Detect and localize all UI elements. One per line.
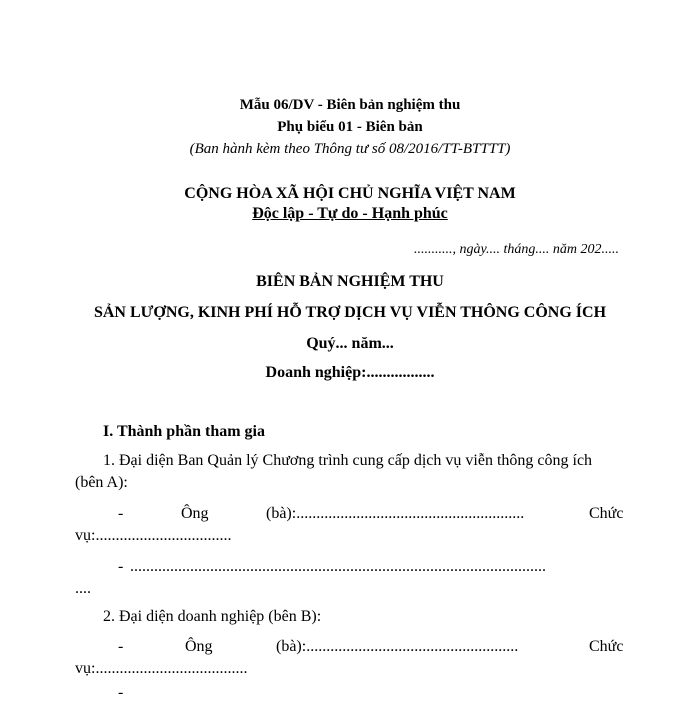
rep-b-chuc: Chức <box>589 638 624 655</box>
national-title: CỘNG HÒA XÃ HỘI CHỦ NGHĨA VIỆT NAM <box>184 185 516 202</box>
document-title: BIÊN BẢN NGHIỆM THU <box>256 273 444 290</box>
document-subtitle: SẢN LƯỢNG, KINH PHÍ HỖ TRỢ DỊCH VỤ VIỄN THÔNG CÔNG ÍCH <box>93 304 607 321</box>
rep-a-dash: - <box>118 505 124 522</box>
national-motto <box>0 205 700 223</box>
rep-b-ong: Ông <box>185 638 213 655</box>
date-line: ..........., ngày.... tháng.... năm 202..... <box>414 242 619 257</box>
rep-a-chuc: Chức <box>589 505 624 522</box>
rep-b2-dash: - <box>118 684 124 701</box>
issued-by-note: (Ban hành kèm theo Thông tư số 08/2016/TT-BTTTT) <box>189 141 511 157</box>
national-motto-text: Độc lập - Tự do - Hạnh phúc <box>252 205 448 222</box>
enterprise-line: Doanh nghiệp:................. <box>265 364 435 381</box>
rep-b-dash: - <box>118 638 124 655</box>
item2-line: 2. Đại diện doanh nghiệp (bên B): <box>103 608 322 625</box>
quarter-line: Quý... năm... <box>306 335 394 352</box>
rep-a2-dash: - <box>118 558 124 575</box>
rep-a-vu: vụ:.................................. <box>75 527 232 544</box>
appendix-label: Phụ biểu 01 - Biên bản <box>277 119 423 135</box>
form-code: Mẫu 06/DV - Biên bản nghiệm thu <box>239 97 461 113</box>
rep-a2-dots: ........................................................................................................ <box>130 558 546 575</box>
rep-b-ba: (bà):..................................................... <box>276 638 519 655</box>
item1-line1: 1. Đại diện Ban Quản lý Chương trình cung cấp dịch vụ viễn thông công ích <box>103 452 593 469</box>
rep-a-ba: (bà):......................................................... <box>266 505 525 522</box>
rep-a-ong: Ông <box>181 505 209 522</box>
section-heading: I. Thành phần tham gia <box>103 423 265 440</box>
item1-line2: (bên A): <box>75 474 128 491</box>
rep-a2-cont: .... <box>75 580 91 597</box>
rep-b-vu: vụ:...................................... <box>75 660 248 677</box>
